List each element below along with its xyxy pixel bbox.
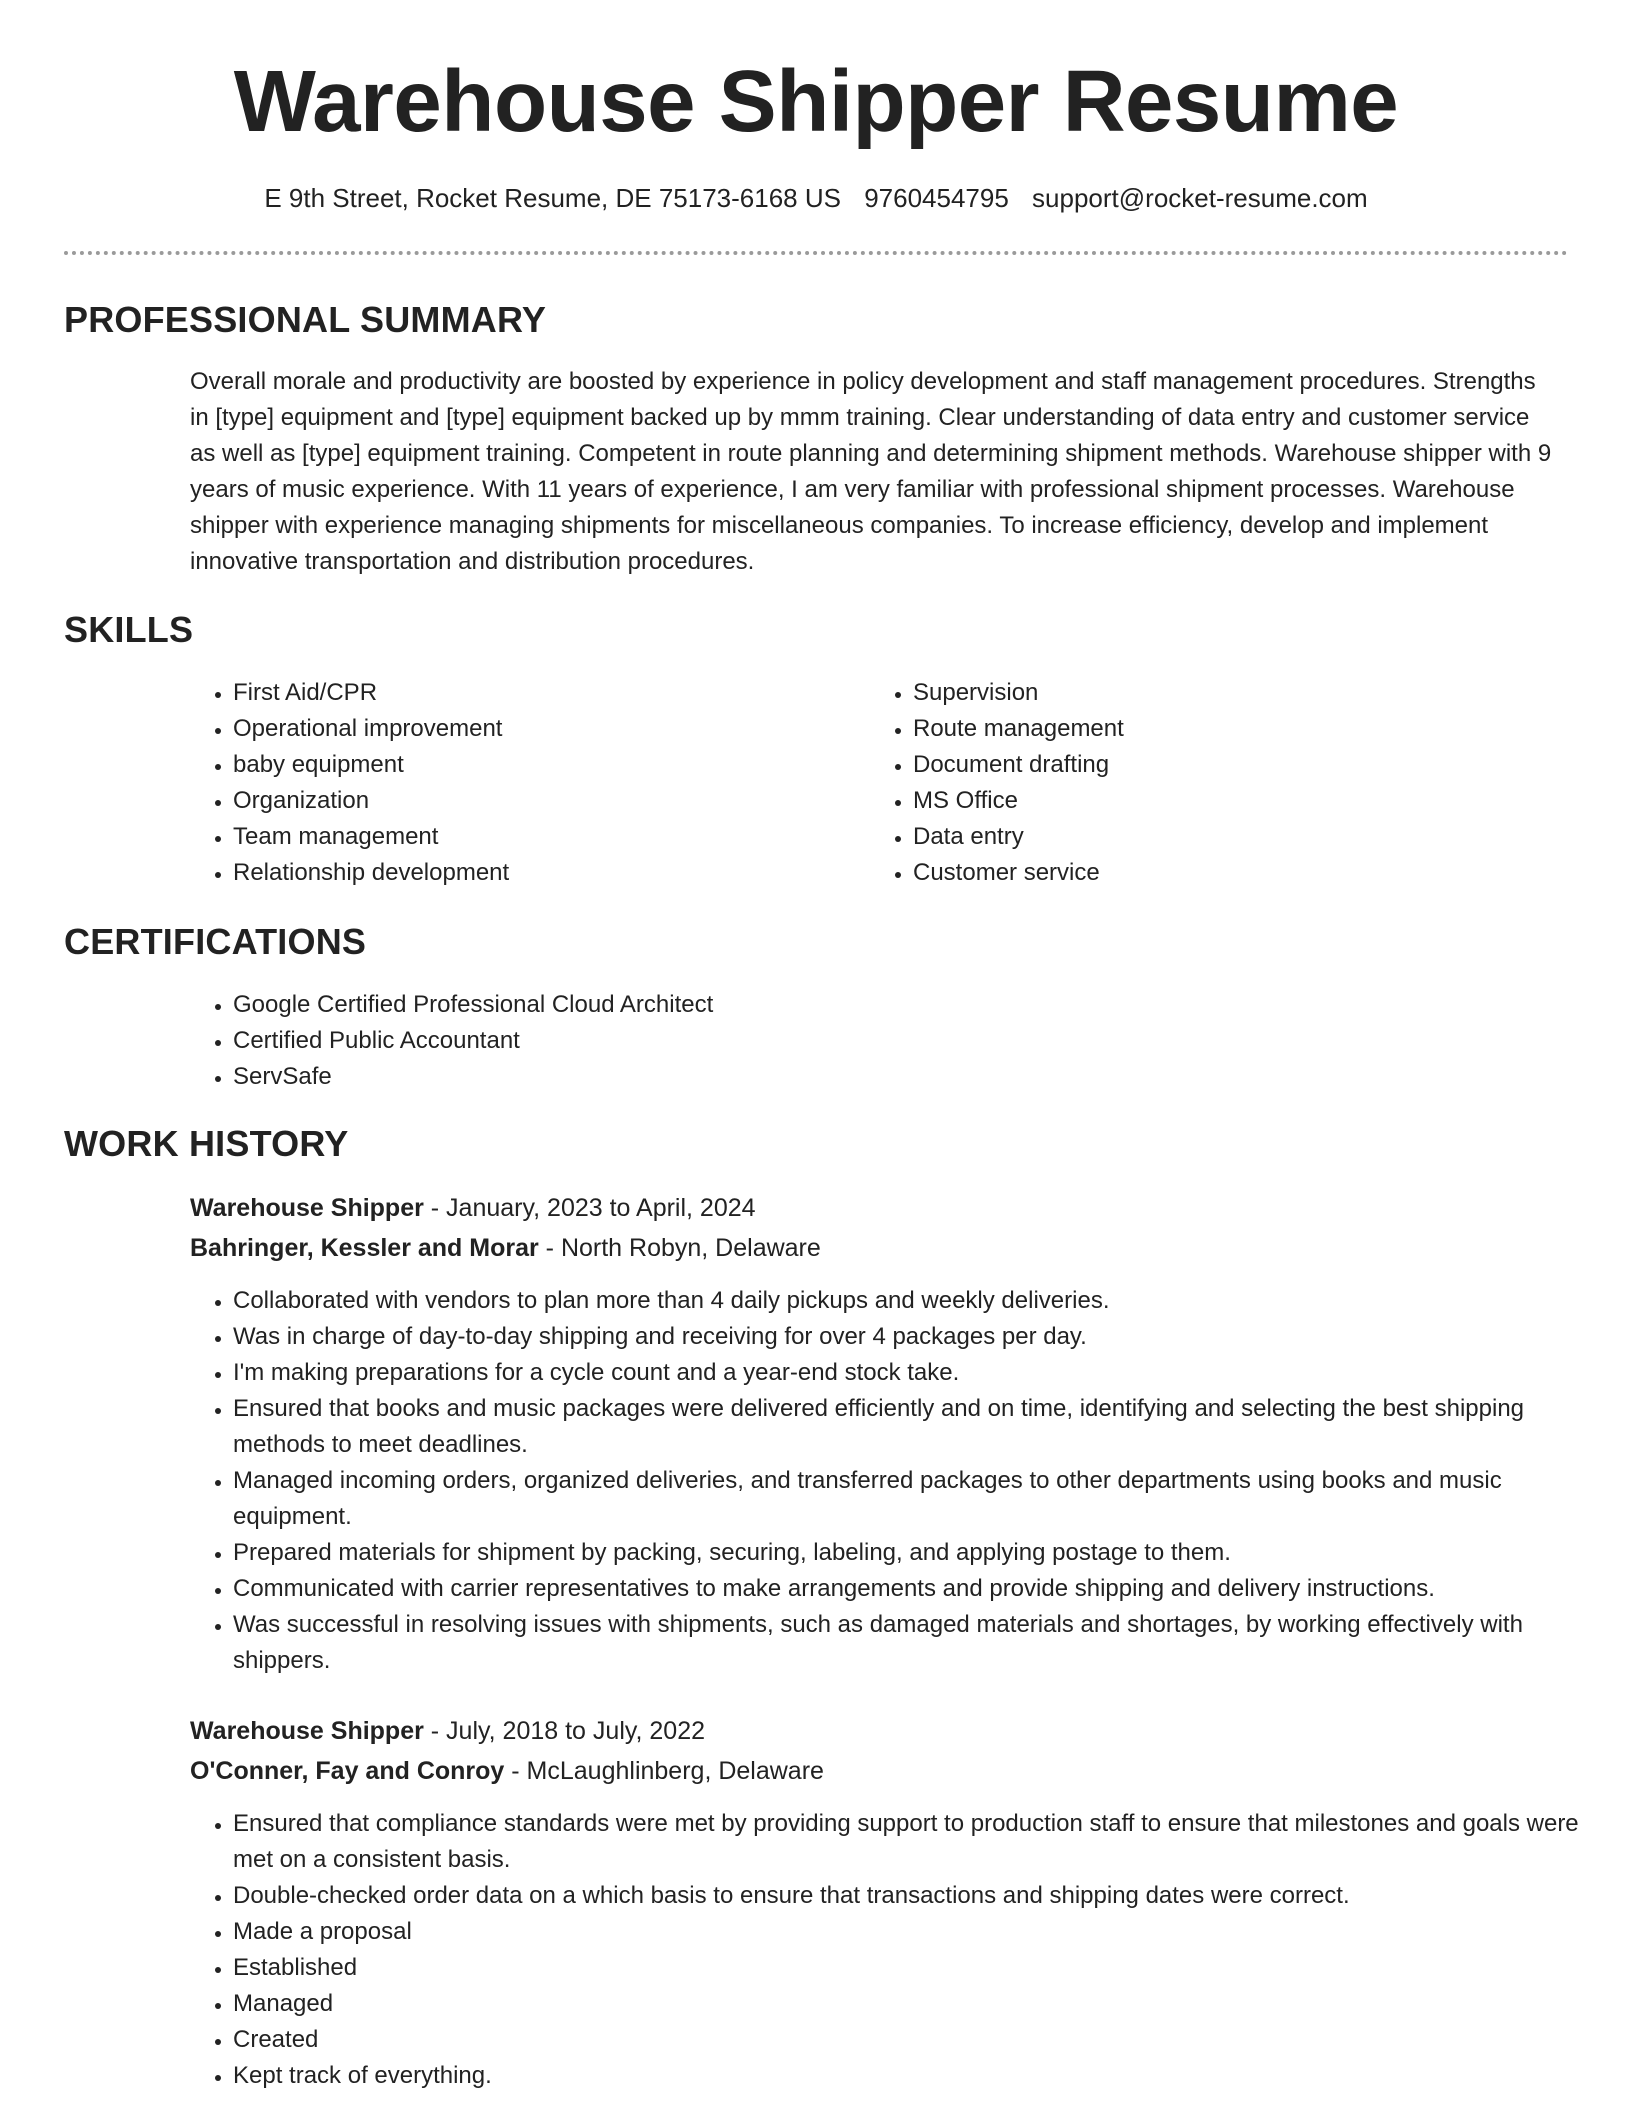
skill-item: • Operational improvement <box>233 711 833 747</box>
certification-item: • ServSafe <box>233 1059 1533 1095</box>
skill-item: • Organization <box>233 783 833 819</box>
job-company-line <box>190 1230 821 1266</box>
work-history-heading: WORK HISTORY <box>64 1123 349 1164</box>
job-title: Warehouse Shipper <box>190 1717 424 1745</box>
contact-line <box>0 180 1632 216</box>
job-duties-list <box>190 1283 1603 1679</box>
contact-phone: 9760454795 <box>864 183 1009 213</box>
job-company: O'Conner, Fay and Conroy <box>190 1757 505 1785</box>
resume-title: Warehouse Shipper Resume <box>233 53 1399 150</box>
job-duty: • Created <box>233 2022 1603 2058</box>
skill-item: • Customer service <box>913 855 1513 891</box>
skill-item: • Route management <box>913 711 1513 747</box>
skill-item: • baby equipment <box>233 747 833 783</box>
job-duty: • Was in charge of day-to-day shipping and receiving for over 4 packages per day. <box>233 1319 1603 1355</box>
contact-address: E 9th Street, Rocket Resume, DE 75173-6168 US <box>264 183 841 213</box>
header-divider <box>64 251 1568 255</box>
skill-item: • Document drafting <box>913 747 1513 783</box>
certifications-list <box>190 987 1533 1095</box>
job-duty: • Kept track of everything. <box>233 2058 1603 2094</box>
skill-item: • Supervision <box>913 675 1513 711</box>
job-duty: • Managed <box>233 1986 1603 2022</box>
job-duty: • Prepared materials for shipment by packing, securing, labeling, and applying postage to them. <box>233 1535 1603 1571</box>
certification-item: • Google Certified Professional Cloud Architect <box>233 987 1533 1023</box>
certifications-heading: CERTIFICATIONS <box>64 921 367 962</box>
skill-item: • MS Office <box>913 783 1513 819</box>
skill-item: • Data entry <box>913 819 1513 855</box>
job-duty: • Was successful in resolving issues with shipments, such as damaged materials and shortages, by working effectively with shippers. <box>233 1607 1603 1679</box>
skill-item: • Relationship development <box>233 855 833 891</box>
summary-heading: PROFESSIONAL SUMMARY <box>64 299 547 340</box>
skills-list-right <box>870 675 1513 891</box>
job-title-line <box>190 1190 756 1226</box>
job-dates: - January, 2023 to April, 2024 <box>423 1194 756 1222</box>
job-duty: • Ensured that compliance standards were met by providing support to production staff to ensure that milestones and goals were met on a consistent basis. <box>233 1806 1603 1878</box>
job-title: Warehouse Shipper <box>190 1194 424 1222</box>
job-duty: • Double-checked order data on a which basis to ensure that transactions and shipping dates were correct. <box>233 1878 1603 1914</box>
certification-item: • Certified Public Accountant <box>233 1023 1533 1059</box>
contact-email: support@rocket-resume.com <box>1032 183 1368 213</box>
job-duty: • Collaborated with vendors to plan more than 4 daily pickups and weekly deliveries. <box>233 1283 1603 1319</box>
job-duties-list <box>190 1806 1603 2094</box>
skills-heading: SKILLS <box>64 609 194 650</box>
skills-list-left <box>190 675 833 891</box>
job-duty: • Communicated with carrier representatives to make arrangements and provide shipping and delivery instructions. <box>233 1571 1603 1607</box>
job-duty: • Made a proposal <box>233 1914 1603 1950</box>
skill-item: • First Aid/CPR <box>233 675 833 711</box>
job-duty: • Established <box>233 1950 1603 1986</box>
job-duty: • Managed incoming orders, organized deliveries, and transferred packages to other departments using books and music equipment. <box>233 1463 1603 1535</box>
job-location: - McLaughlinberg, Delaware <box>504 1757 824 1785</box>
job-location: - North Robyn, Delaware <box>538 1234 821 1262</box>
job-company-line <box>190 1753 824 1789</box>
summary-text: Overall morale and productivity are boosted by experience in policy development and staff management procedures. Strengths in [type] equipment and [type] equipment backed up by mmm training. Clear understanding of data entry and customer service as well as [type] equipment training. Competent in route planning and determining shipment methods. Warehouse shipper with 9 years of music experience. With 11 years of experience, I am very familiar with professional shipment processes. Warehouse shipper with experience managing shipments for miscellaneous companies. To increase efficiency, develop and implement innovative transportation and distribution procedures. <box>190 368 1552 575</box>
job-title-line <box>190 1713 705 1749</box>
job-duty: • Ensured that books and music packages were delivered efficiently and on time, identifying and selecting the best shipping methods to meet deadlines. <box>233 1391 1603 1463</box>
skill-item: • Team management <box>233 819 833 855</box>
job-dates: - July, 2018 to July, 2022 <box>423 1717 706 1745</box>
job-duty: • I'm making preparations for a cycle count and a year-end stock take. <box>233 1355 1603 1391</box>
job-company: Bahringer, Kessler and Morar <box>190 1234 539 1262</box>
